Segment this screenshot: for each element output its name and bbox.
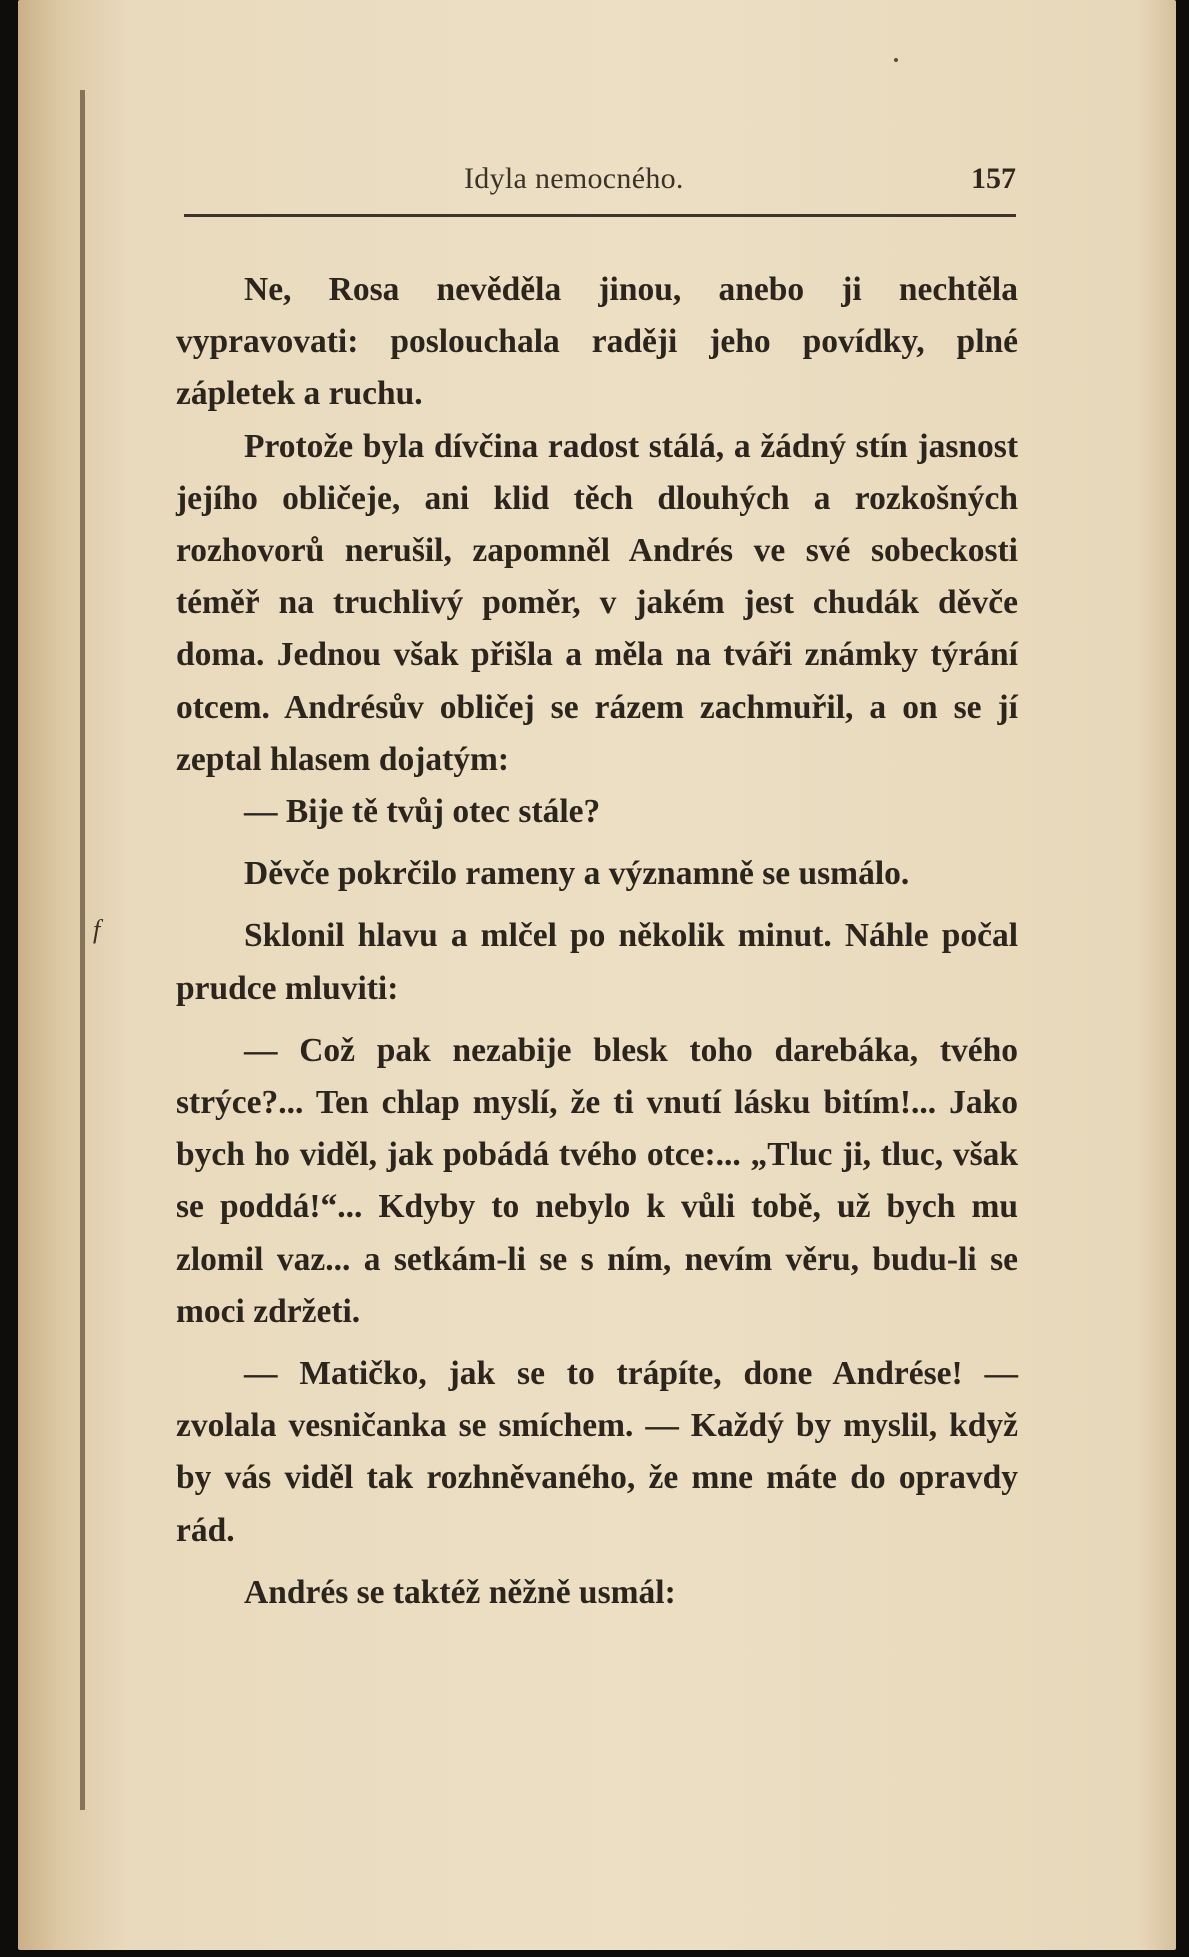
margin-mark: f	[93, 915, 101, 944]
book-page	[18, 0, 1176, 1950]
paragraph: — Což pak nezabije blesk toho darebáka, tvého strýce?... Ten chlap myslí, že ti vnutí lásku bitím!... Jako bych ho viděl, jak pobádá tvého otce:... „Tluc ji, tluc, však se poddá!“... Kdyby to nebylo k vůli tobě, už bych mu zlomil vaz... a setkám-li se s ním, nevím věru, budu-li se moci zdržeti.	[176, 1031, 1018, 1330]
paragraph: Sklonil hlavu a mlčel po několik minut. Náhle počal prudce mluviti:	[176, 917, 1018, 1007]
page-number: 157	[971, 162, 1016, 195]
paragraph: Andrés se taktéž něžně usmál:	[244, 1573, 676, 1611]
binding-shadow	[80, 90, 85, 1810]
page-header	[184, 158, 1016, 217]
paragraph: — Matičko, jak se to trápíte, done Andrése! — zvolala vesničanka se smíchem. — Každý by myslil, když by vás viděl tak rozhněvaného, že mne máte do opravdy rád.	[176, 1355, 1018, 1549]
body-text	[176, 264, 1018, 1619]
paper-speck	[894, 58, 898, 62]
running-title: Idyla nemocného.	[464, 162, 684, 195]
paragraph: — Bije tě tvůj otec stále?	[244, 793, 601, 831]
paragraph: Protože byla dívčina radost stálá, a žádný stín jasnost jejího obličeje, ani klid těch dlouhých a rozkošných rozhovorů nerušil, zapomněl Andrés ve své sobeckosti téměř na truchlivý poměr, v jakém jest chudák děvče doma. Jednou však přišla a měla na tváři známky týrání otcem. Andrésův obličej se rázem zachmuřil, a on se jí zeptal hlasem dojatým:	[176, 427, 1018, 778]
paragraph: Děvče pokrčilo rameny a významně se usmálo.	[244, 855, 910, 893]
paragraph: Ne, Rosa nevěděla jinou, anebo ji nechtěla vypravovati: poslouchala raději jeho povídky, plné zápletek a ruchu.	[176, 271, 1018, 413]
